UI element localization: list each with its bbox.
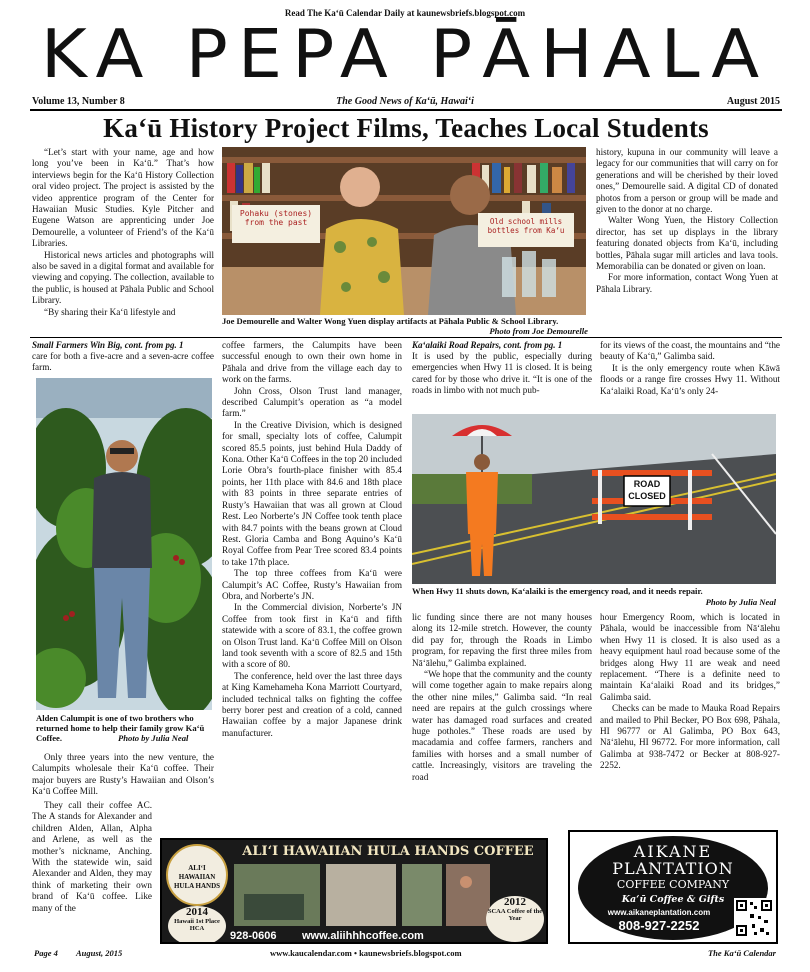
lead-paragraph: Walter Wong Yuen, the History Collection director, has set up displays in the library featuring donated objects from Ka‘ū, including bottles, Pāhala sugar mill articles and lava tools. Memorabilia can be donated or given on loan.: [596, 215, 778, 272]
farmers-column-1-text: [32, 752, 214, 798]
aikane-ad-line1: AIKANE: [633, 842, 713, 861]
top-line: Read The Ka‘ū Calendar Daily at kaunewsbriefs.blogspot.com: [284, 8, 526, 18]
lead-paragraph: For more information, contact Wong Yuen at Pāhala Library.: [596, 272, 778, 294]
hula-ad-phone: 928-0606: [230, 930, 277, 942]
road-paragraph: for its views of the coast, the mountains and “the beauty of Ka‘ū,” Galimba said.: [600, 340, 780, 362]
farmers-paragraph: John Cross, Olson Trust land manager, described Calumpit’s operation as “a model farm.”: [222, 385, 402, 419]
farmers-paragraph: care for both a five-acre and a seven-acre coffee farm.: [32, 351, 214, 373]
library-photo: [222, 147, 586, 315]
farmers-paragraph: Only three years into the new venture, the Calumpits wholesale their Ka‘ū coffee. Their major buyers are Rusty’s Hawaiian and Olson’s Ka‘ū Coffee Mill.: [32, 752, 214, 797]
footer-date: August, 2015: [76, 948, 123, 958]
farmer-photo-caption: Alden Calumpit is one of two brothers who returned home to help their family grow Ka‘ū Coffee.: [36, 713, 205, 743]
aikane-ad-phone: 808-927-2252: [618, 918, 700, 933]
sign-bottles: Old school mills bottles from Ka‘u: [487, 217, 565, 235]
aikane-ad: [568, 830, 778, 944]
aikane-ad-line2: PLANTATION: [612, 859, 734, 878]
road-closed-illustration: [412, 414, 776, 584]
lead-paragraph: “Let’s start with your name, age and how long you’ve been in Ka‘ū.” That’s how interviews begin for the Ka‘ū History Collection oral video project. The project is assisted by the video apprentice program of the Center for Hawaiian Music Studies. Kyle Pitcher and Eugene Watson are apprenticing under Joe Demourelle, a volunteer of Friend’s of the Ka‘ū Libraries.: [32, 147, 214, 249]
road-column-4-top: [600, 340, 780, 412]
road-paragraph: It is used by the public, especially during emergencies when Hwy 11 is closed. It is being cared for by those who drive it. “It is one of the roads in limbo with not much pub-: [412, 351, 592, 396]
lead-headline: Ka‘ū History Project Films, Teaches Local Students: [103, 113, 709, 143]
lead-column-3: [596, 147, 778, 337]
issue-date: August 2015: [726, 96, 780, 107]
road-column-3-top: [412, 351, 592, 411]
sign-stones: Pohaku (stones) from the past: [239, 209, 313, 227]
road-closed-sign: ROAD CLOSED: [628, 479, 666, 501]
farmers-column-2: [222, 340, 402, 840]
lead-column-1: [32, 147, 214, 332]
hula-ad-badge-year: 2014: [186, 906, 208, 918]
masthead: KA PEPA PĀHALA: [40, 15, 770, 93]
aikane-ad-line3: COFFEE COMPANY: [616, 878, 730, 891]
hula-ad-badge-text: SCAA Coffee of the Year: [487, 908, 543, 922]
farmers-paragraph: The conference, held over the last three days at King Kamehameha Kona Marriott Courtyard, included technical talks on fighting the coffee berry borer pest and creation of a cold, canned Hawaiian coffee by a major Japanese drink manufacturer.: [222, 670, 402, 738]
footer-urls: www.kaucalendar.com • kaunewsbriefs.blogspot.com: [270, 948, 462, 958]
hula-ad-photos: [234, 864, 490, 926]
hula-ad-badge-2014: [168, 906, 226, 944]
coffee-farmer-illustration: [36, 378, 212, 710]
hula-ad-seal-text: ALI‘I HAWAIIAN HULA HANDS: [173, 864, 221, 890]
hula-ad-url: www.aliihhhcoffee.com: [302, 930, 424, 942]
footer-page-number: Page 4: [34, 948, 58, 958]
library-photo-credit: Photo from Joe Demourelle: [489, 326, 588, 336]
farmers-paragraph: In the Creative Division, which is designed for small, specialty lots of coffee, Calumpit scored 85.5 points, just behind Hula Daddy of Kona. Other Ka‘ū Coffees in the top 20 included Lorie Obra’s fourth-place finisher with 85.4 points, her 11th place with 84.6 and 18th place with 83 points in three separate entries of Rusty’s Hawaiian that was all grown at Cloud Rest. Leo Norberte’s JN Coffee took tenth place with 84.7 points with the beans grown at Cloud Rest. Gloria Camba and Bong Aquino’s Ka‘ū Royal Coffee from Pear Tree scored 83.4 points to take 17th place.: [222, 419, 402, 567]
farmers-paragraph: coffee farmers, the Calumpits have been successful enough to own their own home in Pāhala and drive from the village each day to work on the farms.: [222, 340, 402, 385]
volume-number: Volume 13, Number 8: [32, 96, 125, 107]
header-rule: [30, 109, 782, 111]
farmers-intro: [32, 351, 214, 375]
farmer-photo-credit: Photo by Julia Neal: [118, 733, 189, 743]
hula-ad-badge-text: Hawaii 1st Place HCA: [174, 918, 220, 932]
farmers-paragraph: The top three coffees from Ka‘ū were Calumpit’s AC Coffee, Rusty’s Hawaiian from Obra, and Norberte’s JN.: [222, 568, 402, 601]
farmers-jump-line: Small Farmers Win Big, cont. from pg. 1: [32, 340, 184, 350]
hula-ad-badge-year: 2012: [504, 896, 526, 908]
hula-ad-badge-2012: [486, 896, 544, 942]
farmers-paragraph: In the Commercial division, Norberte’s JN Coffee from took first in Ka‘ū and fifth statewide with a score of 83.1, the coffee grown on Olson Trust land. Ka‘ū Coffee Mill on Olson land took seventh with a score of 82.5 and 15th with a score of 80.: [222, 602, 402, 670]
footer-paper-name: The Ka‘ū Calendar: [707, 948, 776, 958]
road-photo-credit: Photo by Julia Neal: [705, 597, 776, 607]
farmers-paragraph: They call their coffee AC. The A stands for Alexander and children Alden, Allan, Alpha and Arlene, as well as the mother’s nickname, Anching. With the statewide win, said Alexander and Alden, they may think of marketing their own brand of Ka‘ū coffee. Like many of the: [32, 800, 152, 913]
aikane-ad-url: www.aikaneplantation.com: [607, 908, 711, 917]
library-photo-caption: Joe Demourelle and Walter Wong Yuen display artifacts at Pāhala Public & School Library.: [222, 316, 559, 326]
road-paragraph: Checks can be made to Mauka Road Repairs and mailed to Phil Becker, PO Box 698, Pāhala, HI 96777 or Al Galimba, PO Box 643, Nā‘ālehu, HI 96772. For more information, call Galimba at 938-7472 or Becker at 808-927-2252.: [600, 703, 780, 771]
road-closed-photo: [412, 414, 776, 584]
road-jump-line: Ka‘alaiki Road Repairs, cont. from pg. 1: [412, 340, 563, 350]
road-photo-caption: When Hwy 11 shuts down, Ka‘alaiki is the emergency road, and it needs repair.: [412, 586, 703, 596]
road-column-3: [412, 612, 592, 836]
farmers-column-1-text-narrow: [32, 800, 152, 938]
hula-hands-ad: [160, 838, 548, 944]
tagline: The Good News of Ka‘ū, Hawai‘i: [336, 96, 474, 107]
road-paragraph: lic funding since there are not many houses along its 12-mile stretch. However, the county did pay for, through the Roads in Limbo program, for repaving the first three miles from Nā‘ālehu,” Galimba explained.: [412, 612, 592, 668]
section-rule: [30, 337, 782, 338]
aikane-ad-line4: Ka‘ū Coffee & Gifts: [621, 894, 725, 905]
road-paragraph: “We hope that the community and the county will come together again to make repairs along the other nine miles,” Galimba said. “In real need are repairs at the gulch crossings where water has damaged road surfaces and created huge potholes.” These roads are used by macadamia and coffee farmers, ranchers and families with horses and a small number of cattle. Increasingly, visitors are traveling the road: [412, 669, 592, 782]
lead-paragraph: Historical news articles and photographs will also be saved in a digital format and available for viewing and copying. The collection, available to the public, is housed at Pāhala Public and School Library.: [32, 249, 214, 306]
lead-paragraph: history, kupuna in our community will leave a legacy for our communities that will carry on for generations and will be cherished by their loved ones,” Demourelle said. A digital CD of donated photos from a person or group will be made and given to the donor at no charge.: [596, 147, 778, 215]
hula-ad-seal: [166, 844, 228, 906]
road-column-4: [600, 612, 780, 836]
qr-code-icon: [734, 898, 774, 938]
lead-paragraph: “By sharing their Ka‘ū lifestyle and: [44, 306, 176, 317]
hula-ad-title: ALI‘I HAWAIIAN HULA HANDS COFFEE: [242, 844, 534, 859]
road-paragraph: hour Emergency Room, which is located in Pāhala, would be inaccessible from Nā‘ālehu when Hwy 11 is closed. It is also used as a heavy equipment haul road because some of the bridges along Hwy 11 are weak and need replacement. “There is a definite need to maintain Ka‘alaiki Road and its bridges,” Galimba said.: [600, 612, 780, 702]
coffee-farmer-photo: [36, 378, 212, 710]
road-paragraph: It is the only emergency route when Kāwā floods or a range fire crosses Hwy 11. Without Ka‘alaiki Road, Ka‘ū’s only 24-: [600, 362, 780, 396]
